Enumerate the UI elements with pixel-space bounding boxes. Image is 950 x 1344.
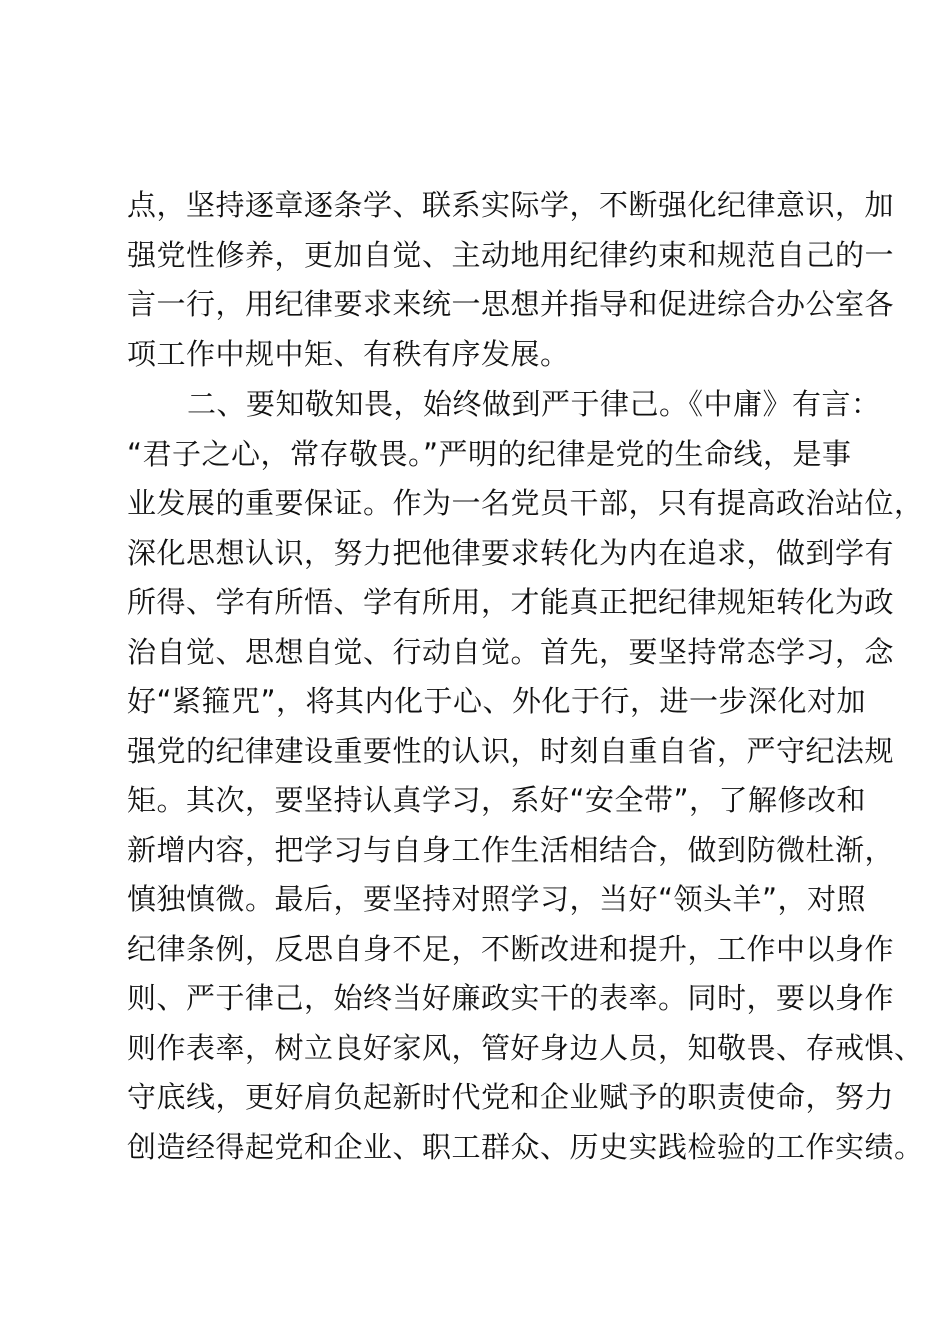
text-line: “君子之心，常存敬畏。”严明的纪律是党的生命线，是事: [127, 436, 852, 471]
text-line: 治自觉、思想自觉、行动自觉。首先，要坚持常态学习，念: [127, 634, 895, 669]
text-line: 矩。其次，要坚持认真学习，系好“安全带”，了解修改和: [127, 783, 867, 817]
text-line: 强党性修养，更加自觉、主动地用纪律约束和规范自己的一: [127, 237, 895, 272]
paragraph-continued: [127, 181, 895, 379]
text-line: 新增内容，把学习与自身工作生活相结合，做到防微杜渐，: [127, 832, 895, 867]
paragraph-section-two: [127, 380, 924, 1172]
text-line: 点，坚持逐章逐条学、联系实际学，不断强化纪律意识，加: [127, 188, 895, 222]
text-line: 则、严于律己，始终当好廉政实干的表率。同时，要以身作: [127, 981, 895, 1015]
text-line: 业发展的重要保证。作为一名党员干部，只有提高政治站位，: [127, 486, 924, 520]
text-line-first: 二、要知敬知畏，始终做到严于律己。《中庸》有言：: [187, 387, 881, 421]
text-line: 则作表率，树立良好家风，管好身边人员，知敬畏、存戒惧、: [127, 1030, 924, 1065]
text-line: 好“紧箍咒”，将其内化于心、外化于行，进一步深化对加: [127, 684, 867, 718]
text-line: 所得、学有所悟、学有所用，才能真正把纪律规矩转化为政: [127, 585, 895, 619]
text-line: 守底线，更好肩负起新时代党和企业赋予的职责使命，努力: [127, 1080, 895, 1114]
text-line: 深化思想认识，努力把他律要求转化为内在追求，做到学有: [127, 535, 895, 570]
text-line: 言一行，用纪律要求来统一思想并指导和促进综合办公室各: [127, 287, 895, 321]
text-line: 慎独慎微。最后，要坚持对照学习，当好“领头羊”，对照: [127, 882, 867, 916]
text-line: 创造经得起党和企业、职工群众、历史实践检验的工作实绩。: [127, 1129, 924, 1164]
text-line: 强党的纪律建设重要性的认识，时刻自重自省，严守纪法规: [127, 733, 895, 768]
text-line: 项工作中规中矩、有秩有序发展。: [127, 336, 570, 371]
text-line: 纪律条例，反思自身不足，不断改进和提升，工作中以身作: [127, 931, 895, 966]
